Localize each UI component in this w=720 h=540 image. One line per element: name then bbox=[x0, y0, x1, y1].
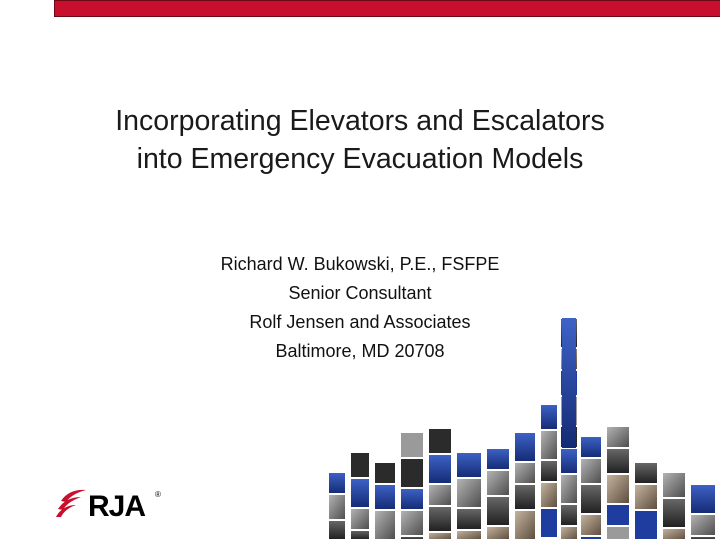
collage-tile bbox=[514, 484, 536, 510]
collage-tile bbox=[662, 498, 686, 528]
collage-tile bbox=[428, 532, 452, 540]
logo-registered-mark: ® bbox=[155, 490, 161, 499]
collage-tile bbox=[400, 432, 424, 458]
collage-tile bbox=[580, 484, 602, 514]
collage-tile bbox=[350, 530, 370, 540]
collage-tile bbox=[350, 508, 370, 530]
author-name: Richard W. Bukowski, P.E., FSFPE bbox=[220, 254, 500, 274]
collage-tile bbox=[400, 488, 424, 510]
collage-tile bbox=[690, 514, 716, 536]
collage-tile bbox=[606, 474, 630, 504]
collage-tile bbox=[374, 510, 396, 540]
collage-tile bbox=[606, 448, 630, 474]
collage-tile bbox=[606, 426, 630, 448]
collage-tile bbox=[634, 462, 658, 484]
collage-tile bbox=[540, 404, 558, 430]
rja-logo bbox=[54, 484, 164, 520]
logo-wordmark: RJA bbox=[88, 490, 146, 520]
collage-tile bbox=[328, 494, 346, 520]
collage-tile bbox=[456, 530, 482, 540]
collage-tile bbox=[400, 458, 424, 488]
title-line-1: Incorporating Elevators and Escalators bbox=[115, 105, 605, 137]
collage-tile bbox=[560, 526, 578, 540]
collage-tile bbox=[350, 478, 370, 508]
collage-tile bbox=[560, 474, 578, 504]
collage-tile bbox=[540, 508, 558, 538]
collage-tile bbox=[606, 504, 630, 526]
collage-tile bbox=[514, 432, 536, 462]
collage-tile bbox=[560, 504, 578, 526]
tower-tile bbox=[562, 318, 576, 448]
collage-tile bbox=[662, 528, 686, 540]
collage-tile bbox=[690, 536, 716, 540]
collage-tile bbox=[428, 506, 452, 532]
collage-tile bbox=[486, 448, 510, 470]
collage-tile bbox=[514, 462, 536, 484]
title-line-2: into Emergency Evacuation Models bbox=[136, 143, 584, 175]
author-position: Senior Consultant bbox=[288, 283, 432, 303]
collage-tile bbox=[580, 514, 602, 536]
flame-icon bbox=[56, 490, 86, 517]
collage-tile bbox=[690, 484, 716, 514]
collage-tile bbox=[486, 470, 510, 496]
collage-tile bbox=[400, 510, 424, 536]
collage-tile bbox=[560, 448, 578, 474]
collage-tile bbox=[540, 460, 558, 482]
collage-tile bbox=[540, 430, 558, 460]
collage-tile bbox=[606, 526, 630, 540]
collage-tile bbox=[328, 520, 346, 540]
collage-tile bbox=[456, 478, 482, 508]
collage-tile bbox=[580, 536, 602, 540]
collage-tile bbox=[514, 510, 536, 540]
collage-tile bbox=[374, 462, 396, 484]
collage-tile bbox=[374, 484, 396, 510]
collage-tile bbox=[634, 510, 658, 540]
collage-tile bbox=[456, 452, 482, 478]
collage-tile bbox=[634, 484, 658, 510]
collage-tile bbox=[350, 452, 370, 478]
collage-tile bbox=[428, 428, 452, 454]
author-company: Rolf Jensen and Associates bbox=[249, 312, 471, 332]
collage-tile bbox=[662, 472, 686, 498]
collage-tile bbox=[580, 458, 602, 484]
collage-tile bbox=[328, 472, 346, 494]
collage-tile bbox=[428, 454, 452, 484]
collage-tile bbox=[540, 482, 558, 508]
collage-tile bbox=[428, 484, 452, 506]
author-location: Baltimore, MD 20708 bbox=[275, 341, 445, 361]
collage-tile bbox=[400, 536, 424, 540]
collage-tile bbox=[456, 508, 482, 530]
collage-tile bbox=[486, 496, 510, 526]
collage-tile bbox=[580, 436, 602, 458]
collage-tile bbox=[486, 526, 510, 540]
